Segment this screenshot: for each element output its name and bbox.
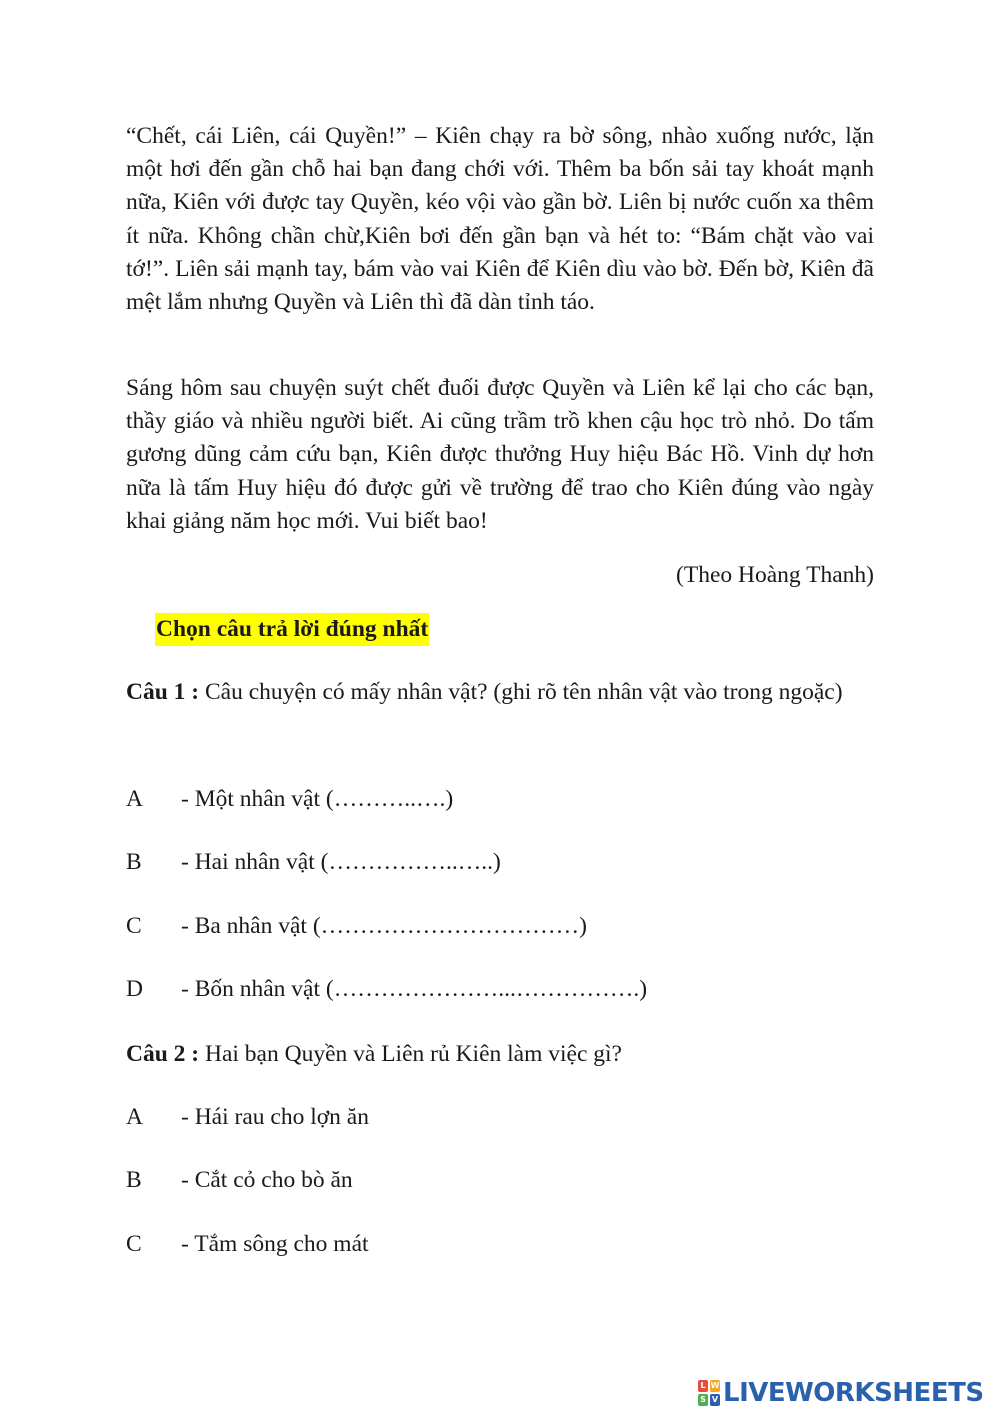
q2-option-c-letter: C	[126, 1231, 142, 1257]
q1-option-a[interactable]	[126, 783, 453, 816]
question-1-label: Câu 1 :	[126, 679, 200, 705]
instruction-heading: Chọn câu trả lời đúng nhất	[155, 613, 429, 646]
logo-icon-tile-4: V	[711, 1395, 719, 1404]
q2-option-a[interactable]	[126, 1101, 369, 1134]
q2-option-a-text: - Hái rau cho lợn ăn	[181, 1104, 369, 1130]
q1-option-c-letter: C	[126, 913, 142, 939]
q2-option-c[interactable]	[126, 1228, 369, 1261]
logo-icon-tile-3: S	[698, 1394, 708, 1406]
logo-icon-tile-2: W	[710, 1381, 720, 1390]
story-paragraph-1: “Chết, cái Liên, cái Quyền!” – Kiên chạy ra bờ sông, nhào xuống nước, lặn một hơi đến gần chỗ hai bạn đang chới với. Thêm ba bốn sải tay khoát mạnh nữa, Kiên với được tay Quyền, kéo vội vào gần bờ. Liên bị nước cuốn xa thêm ít nữa. Không chần chừ,Kiên bơi đến gần bạn và hét to: “Bám chặt vào vai tớ!”. Liên sải mạnh tay, bám vào vai Kiên để Kiên dìu vào bờ. Đến bờ, Kiên đã mệt lắm nhưng Quyền và Liên thì đã dàn tỉnh táo.	[126, 123, 874, 316]
question-2-label: Câu 2 :	[126, 1041, 200, 1067]
q1-option-a-text: - Một nhân vật (………..….)	[181, 786, 454, 812]
q2-option-a-letter: A	[126, 1104, 143, 1130]
question-1-text: Câu chuyện có mấy nhân vật? (ghi rõ tên nhân vật vào trong ngoặc)	[199, 679, 843, 705]
q1-option-c[interactable]	[126, 910, 587, 943]
question-2-text: Hai bạn Quyền và Liên rủ Kiên làm việc gì?	[199, 1041, 622, 1067]
q2-option-b[interactable]	[126, 1164, 353, 1197]
q1-option-d-text: - Bốn nhân vật (…………………...…………….)	[181, 976, 648, 1002]
q2-option-b-letter: B	[126, 1167, 142, 1193]
q1-option-c-text: - Ba nhân vật (……………………………)	[181, 913, 587, 939]
q1-option-b-letter: B	[126, 849, 142, 875]
q1-option-b-text: - Hai nhân vật (……………..…..)	[181, 849, 501, 875]
q2-option-c-text: - Tắm sông cho mát	[181, 1231, 369, 1257]
liveworksheets-logo-icon	[698, 1380, 720, 1406]
liveworksheets-logo-text: LIVEWORKSHEETS	[723, 1378, 984, 1408]
q1-option-d-letter: D	[126, 976, 143, 1002]
question-1	[126, 670, 874, 714]
q2-option-b-text: - Cắt cỏ cho bò ăn	[181, 1167, 353, 1193]
q1-option-b[interactable]	[126, 846, 501, 879]
q1-option-a-letter: A	[126, 786, 143, 812]
question-2	[126, 1032, 874, 1076]
logo-icon-tile-1: L	[698, 1380, 708, 1392]
q1-option-d[interactable]	[126, 973, 647, 1006]
liveworksheets-logo	[698, 1375, 984, 1411]
story-paragraph-2: Sáng hôm sau chuyện suýt chết đuối được Quyền và Liên kể lại cho các bạn, thầy giáo và nhiều người biết. Ai cũng trầm trồ khen cậu học trò nhỏ. Do tấm gương dũng cảm cứu bạn, Kiên được thưởng Huy hiệu Bác Hồ. Vinh dự hơn nữa là tấm Huy hiệu đó được gửi về trường để trao cho Kiên đúng vào ngày khai giảng năm học mới. Vui biết bao!	[126, 375, 874, 534]
story-source: (Theo Hoàng Thanh)	[676, 562, 874, 588]
